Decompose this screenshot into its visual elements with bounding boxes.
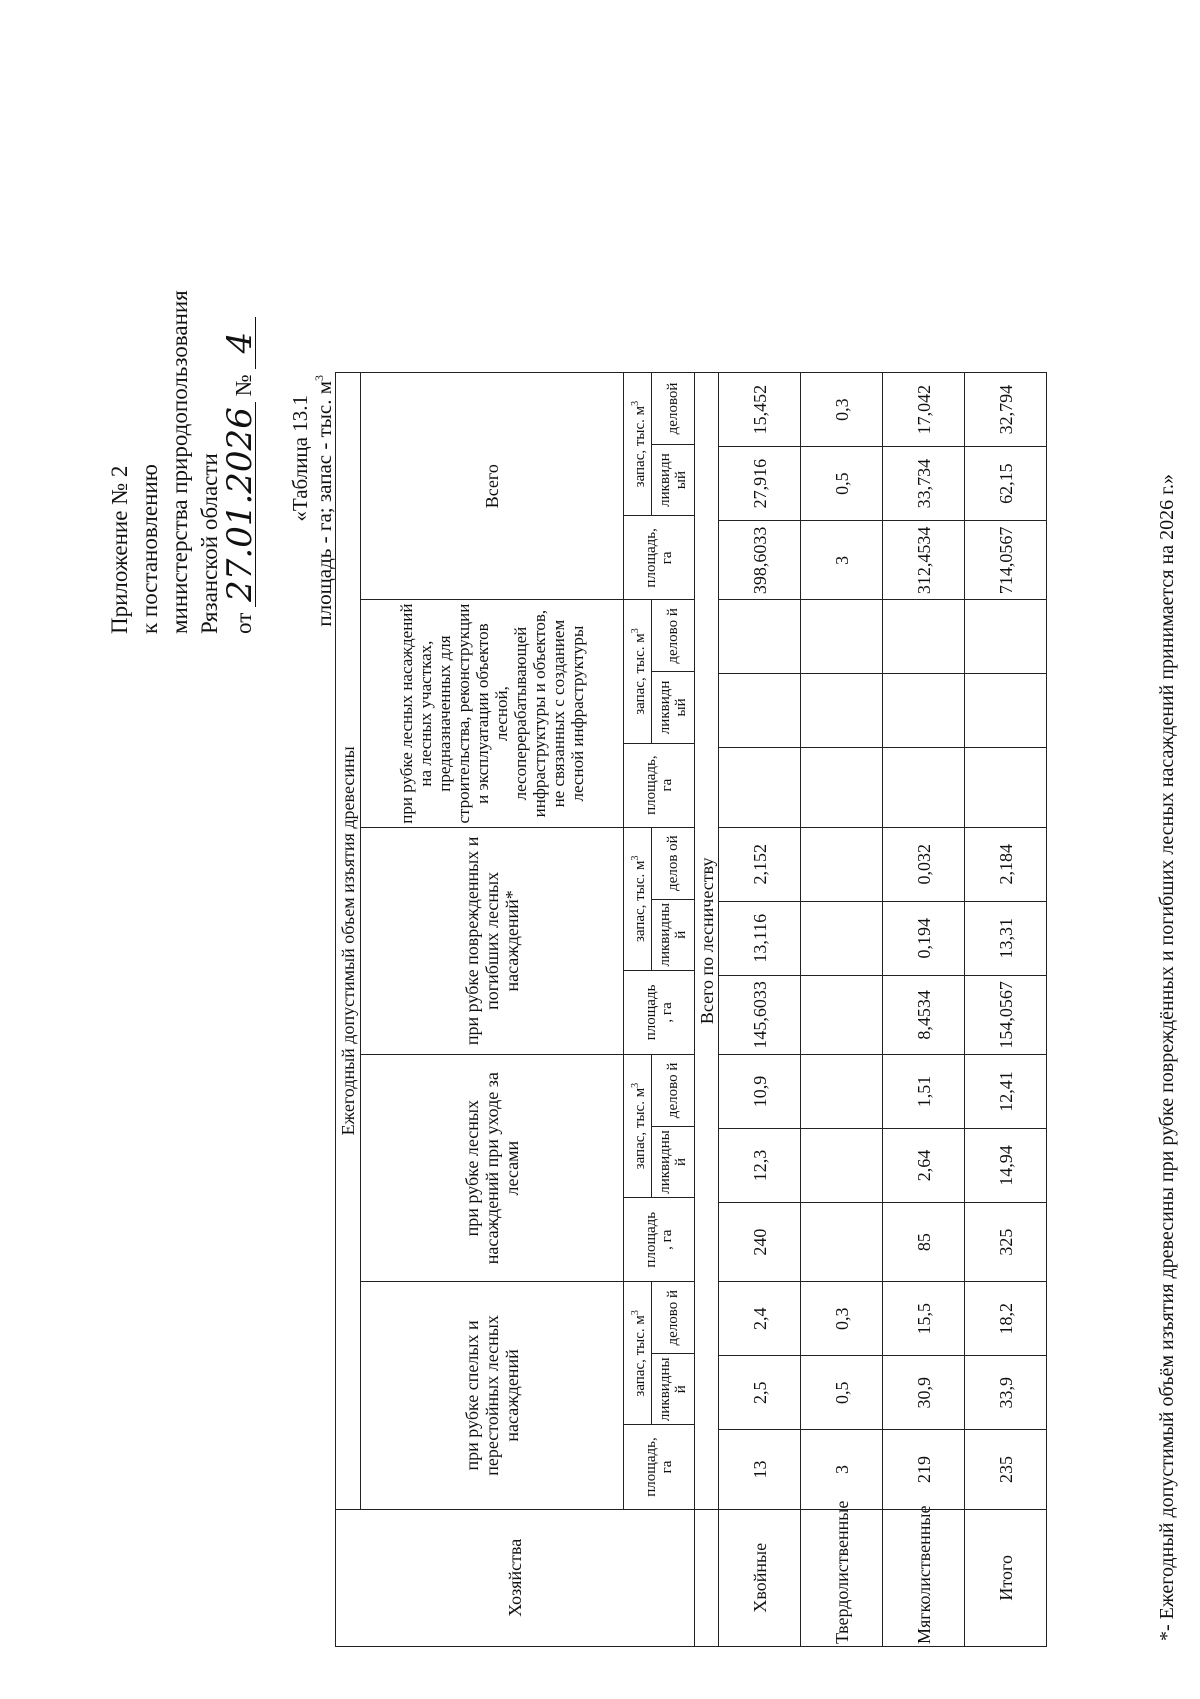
table-cell [965, 748, 1047, 827]
table-cell [801, 674, 883, 748]
table-cell: 13,31 [965, 901, 1047, 975]
table-row [965, 373, 1047, 1647]
table-cell [801, 901, 883, 975]
business-header: делово й [665, 608, 682, 664]
table-cell: 0,3 [801, 373, 883, 447]
liquid-header: ликвидн ый [652, 672, 694, 743]
header-line-3: министерства природопользования [167, 290, 192, 634]
table-cell: 13 [719, 1430, 801, 1509]
table-cell [801, 1055, 883, 1129]
table-cell [719, 674, 801, 748]
table-cell [883, 674, 965, 748]
table-row [801, 373, 883, 1647]
area-header-top: площадь [643, 1211, 659, 1268]
table-cell: 219 [883, 1430, 965, 1509]
table-cell: 2,152 [719, 827, 801, 901]
subheader-inner-table [624, 1055, 694, 1281]
business-header: делов ой [665, 835, 682, 891]
table-cell: 2,5 [719, 1356, 801, 1430]
table-cell: 145,6033 [719, 975, 801, 1054]
stock-header-text: запас, тыс. м [631, 860, 648, 943]
allowable-cut-table [335, 372, 1047, 1647]
table-cell: 0,032 [883, 827, 965, 901]
stock-header-sup: 3 [629, 628, 641, 634]
stock-header-text: запас, тыс. м [631, 1087, 648, 1170]
area-header [624, 1198, 694, 1282]
subheader-group-1 [624, 1055, 695, 1282]
business-header: делово й [665, 1062, 682, 1119]
table-cell [883, 600, 965, 674]
subheader-inner-table [624, 600, 694, 826]
group-title: Ежегодный допустимый объем изъятия древесины [336, 373, 361, 1510]
table-cell: 2,4 [719, 1282, 801, 1356]
header-line-4: Рязанской области [197, 453, 222, 634]
stock-header-text: запас, тыс. м [631, 405, 648, 488]
table-cell: 32,794 [965, 373, 1047, 447]
liquid-header: ликвидны й [652, 1126, 694, 1197]
table-row [883, 373, 965, 1647]
liquid-header: ликвидн ый [652, 444, 694, 515]
row-name: Хвойные [719, 1509, 801, 1646]
table-cell: 312,4534 [883, 521, 965, 600]
header-date-line [220, 290, 260, 634]
farm-column-header: Хозяйства [336, 1509, 695, 1646]
area-header [624, 743, 694, 827]
table-cell: 235 [965, 1430, 1047, 1509]
subheader-inner-table [624, 373, 694, 599]
table-cell: 14,94 [965, 1129, 1047, 1203]
table-cell: 15,452 [719, 373, 801, 447]
table-cell [801, 748, 883, 827]
business-header: делово й [665, 1289, 682, 1346]
table-cell [883, 748, 965, 827]
table-cell [719, 600, 801, 674]
group-header-care: при рубке лесных насаждений при уходе за лесами [361, 1055, 624, 1282]
table-cell: 3 [801, 521, 883, 600]
handwritten-number: 4 [225, 317, 256, 369]
area-header-top: площадь, [643, 1437, 659, 1497]
row-name: Твердолиственные [801, 1509, 883, 1646]
area-header [624, 516, 694, 600]
business-header: деловой [665, 382, 682, 435]
table-cell: 1,51 [883, 1055, 965, 1129]
stock-header-sup: 3 [629, 1310, 641, 1316]
liquid-header: ликвидны й [652, 1354, 694, 1425]
subheader-inner-table [624, 828, 694, 1054]
table-cell: 325 [965, 1203, 1047, 1282]
table-cell: 8,4534 [883, 975, 965, 1054]
area-header [624, 1425, 694, 1509]
stock-header-text: запас, тыс. м [631, 1315, 648, 1397]
table-cell: 33,9 [965, 1356, 1047, 1430]
table-cell: 15,5 [883, 1282, 965, 1356]
table-cell [801, 1203, 883, 1282]
area-header-bottom: га [659, 551, 675, 565]
table-cell: 18,2 [965, 1282, 1047, 1356]
area-header-bottom: га [659, 778, 675, 792]
table-cell: 0,5 [801, 447, 883, 521]
table-cell: 240 [719, 1203, 801, 1282]
header-line-1: Приложение № 2 [107, 465, 132, 634]
table-cell [965, 674, 1047, 748]
area-header-top: площадь [643, 984, 659, 1041]
subheader-row [624, 373, 695, 1647]
group-header-total: Всего [361, 373, 624, 600]
table-cell: 85 [883, 1203, 965, 1282]
area-header-top: площадь, [643, 755, 659, 815]
from-label: от [231, 612, 256, 634]
table-cell: 27,916 [719, 447, 801, 521]
table-cell: 12,41 [965, 1055, 1047, 1129]
area-header-top: площадь, [643, 528, 659, 588]
table-cell: 13,116 [719, 901, 801, 975]
section-empty-cell [695, 1509, 719, 1646]
stock-header-sup: 3 [629, 855, 641, 861]
liquid-header: ликвидны й [652, 899, 694, 970]
table-cell [719, 748, 801, 827]
group-header-damaged: при рубке поврежденных и погибших лесных насаждений* [361, 827, 624, 1054]
table-cell: 714,0567 [965, 521, 1047, 600]
row-name: Мягколиственные [883, 1509, 965, 1646]
group-header-mature: при рубке спелых и перестойных лесных насаждений [361, 1282, 624, 1509]
table-cell: 0,3 [801, 1282, 883, 1356]
area-header [624, 970, 694, 1054]
table-cell: 398,6033 [719, 521, 801, 600]
stock-header-text: запас, тыс. м [631, 633, 648, 715]
stock-header [624, 373, 652, 516]
stock-header [624, 600, 652, 743]
stock-header-sup: 3 [629, 400, 641, 406]
stock-header [624, 828, 652, 971]
stock-header-sup: 3 [629, 1082, 641, 1088]
units-text: площадь - га; запас - тыс. м [312, 381, 336, 627]
area-header-bottom: , га [659, 1002, 675, 1023]
table-cell: 62,15 [965, 447, 1047, 521]
subheader-inner-table [624, 1282, 694, 1508]
document-header [105, 290, 259, 634]
table-cell: 0,194 [883, 901, 965, 975]
table-cell [965, 600, 1047, 674]
table-cell [801, 1129, 883, 1203]
group-header-construction: при рубке лесных насаждений на лесных участках, предназначенных для строительства, реконструкции и эксплуатации объектов лесной, лесоперерабатывающей инфраструктуры и объектов, не связанных с созданием лесной инфраструктуры [361, 600, 624, 827]
footnote: *- Ежегодный допустимый объём изъятия древесины при рубке повреждённых и погибших лесных насаждений принимается на 2026 г.» [1156, 473, 1178, 1641]
table-cell: 2,64 [883, 1129, 965, 1203]
table-cell [801, 827, 883, 901]
subheader-group-4 [624, 373, 695, 600]
row-name: Итого [965, 1509, 1047, 1646]
subheader-group-3 [624, 600, 695, 827]
area-header-bottom: , га [659, 1229, 675, 1250]
stock-header [624, 1055, 652, 1198]
table-body [719, 373, 1047, 1647]
table-cell: 17,042 [883, 373, 965, 447]
table-cell: 154,0567 [965, 975, 1047, 1054]
handwritten-date: 27.01.2026 [225, 402, 256, 607]
table-cell: 30,9 [883, 1356, 965, 1430]
subheader-group-0 [624, 1282, 695, 1509]
table-cell: 10,9 [719, 1055, 801, 1129]
table-cell: 12,3 [719, 1129, 801, 1203]
stock-header [624, 1282, 652, 1425]
subheader-group-2 [624, 827, 695, 1054]
table-cell: 0,5 [801, 1356, 883, 1430]
table-cell: 2,184 [965, 827, 1047, 901]
section-title: Всего по лесничеству [695, 373, 719, 1510]
header-line-2: к постановлению [137, 464, 162, 634]
table-reference: «Таблица 13.1 [288, 395, 312, 522]
units-line [312, 375, 337, 627]
number-label: № [231, 374, 256, 397]
units-superscript: 3 [312, 375, 326, 381]
table-row [719, 373, 801, 1647]
table-cell: 3 [801, 1430, 883, 1509]
table-cell [801, 975, 883, 1054]
area-header-bottom: га [659, 1460, 675, 1474]
table-cell: 33,734 [883, 447, 965, 521]
table-cell [801, 600, 883, 674]
